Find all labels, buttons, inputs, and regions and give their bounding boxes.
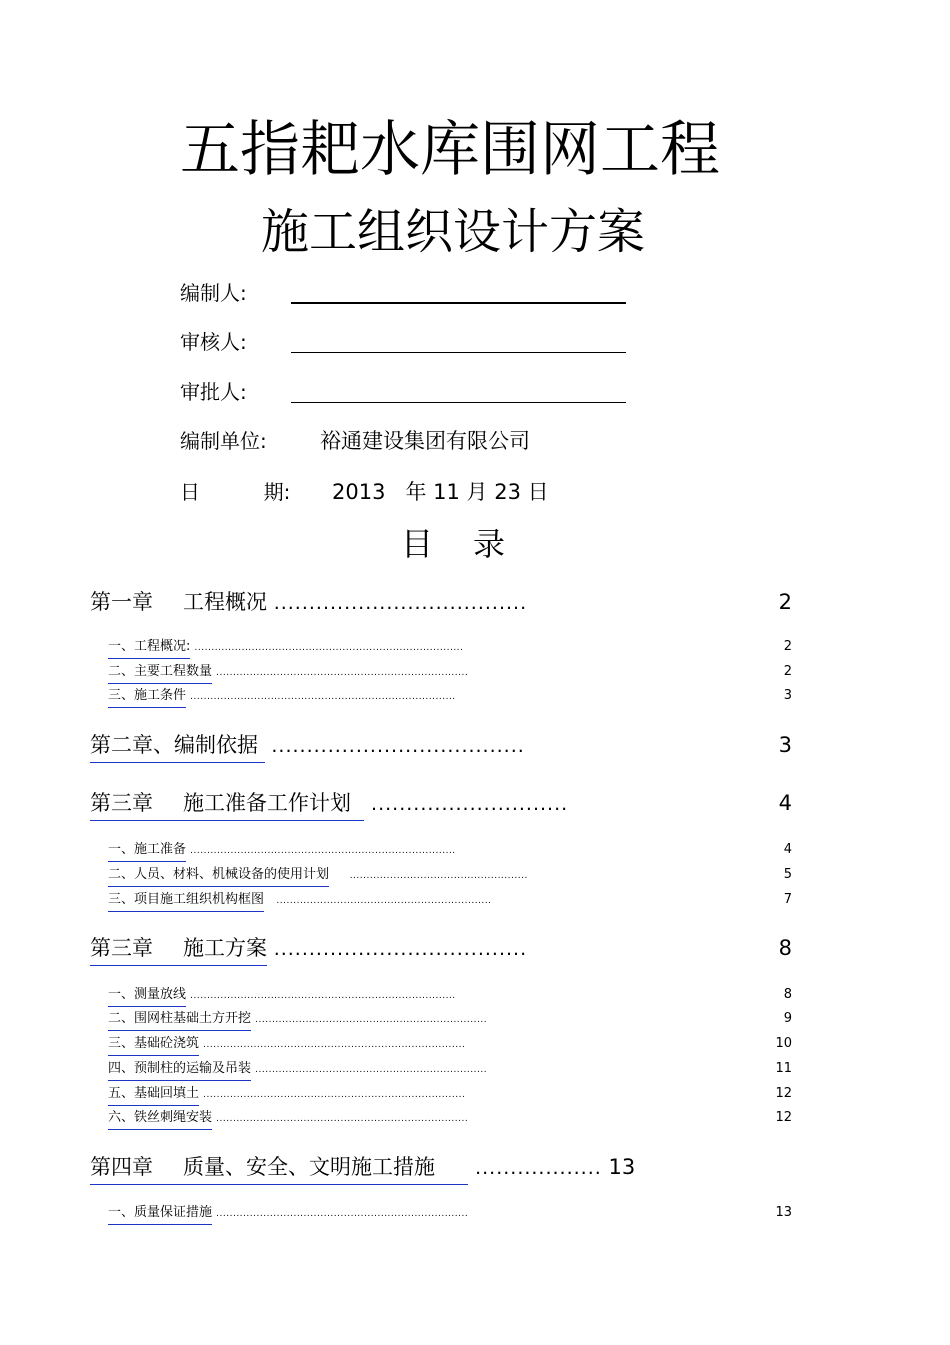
toc-section[interactable]	[108, 985, 456, 1007]
leader-dots: .....................................................................	[255, 1065, 488, 1075]
unit-label: 编制单位:	[180, 429, 267, 453]
toc-chapter-1[interactable]	[90, 587, 527, 620]
section-label: 一、质量保证措施	[108, 1203, 212, 1225]
section-label: 三、项目施工组织机构框图	[108, 890, 264, 912]
leader-dots: .....................................................................	[255, 1015, 488, 1025]
section-page-number: 11	[775, 1061, 792, 1076]
leader-dots: ...........................................................................	[216, 1209, 469, 1219]
section-page-number: 5	[783, 867, 792, 882]
approver-signature-line	[291, 402, 626, 403]
date-label: 日 期:	[180, 480, 291, 504]
leader-dots: ............................	[371, 793, 569, 815]
section-page-number: 10	[775, 1036, 792, 1051]
leader-dots: ................................................................	[276, 896, 492, 906]
chapter-label: 第一章	[90, 590, 153, 614]
toc-section[interactable]	[108, 1034, 465, 1056]
unit-value: 裕通建设集团有限公司	[320, 429, 530, 453]
section-label: 三、基础砼浇筑	[108, 1034, 199, 1056]
toc-heading: 目录	[400, 525, 545, 563]
toc-section[interactable]	[108, 840, 456, 862]
toc-section[interactable]	[108, 865, 528, 887]
section-label: 五、基础回填土	[108, 1084, 199, 1106]
section-page-number: 4	[783, 842, 792, 857]
chapter-label: 第四章	[90, 1155, 153, 1179]
leader-dots: ....................................	[273, 938, 528, 960]
section-label: 一、工程概况:	[108, 637, 190, 659]
section-label: 六、铁丝刺绳安装	[108, 1108, 212, 1130]
section-page-number: 9	[783, 1011, 792, 1026]
leader-dots: ....................................	[271, 735, 525, 757]
section-page-number: 2	[783, 639, 792, 654]
section-page-number: 12	[775, 1086, 792, 1101]
toc-section[interactable]	[108, 1108, 468, 1130]
leader-dots: ...............................................................................	[190, 991, 456, 1001]
section-page-number: 2	[783, 664, 792, 679]
section-label: 二、主要工程数量	[108, 662, 212, 684]
leader-dots: ...............................................................................	[190, 692, 456, 702]
leader-dots: ...........................................................................	[216, 1114, 469, 1124]
toc-section[interactable]	[108, 637, 463, 659]
chapter-page-number: 3	[778, 733, 792, 757]
section-label: 四、预制柱的运输及吊装	[108, 1059, 251, 1081]
section-page-number: 12	[775, 1110, 792, 1125]
section-label: 三、施工条件	[108, 686, 186, 708]
toc-chapter-2[interactable]	[90, 730, 525, 763]
compiler-signature-line	[291, 302, 626, 304]
toc-chapter-4[interactable]	[90, 933, 527, 966]
toc-section[interactable]	[108, 1009, 487, 1031]
document-subtitle: 施工组织设计方案	[260, 204, 645, 260]
section-page-number: 8	[783, 987, 792, 1002]
leader-dots: ................................................................................	[194, 643, 464, 653]
toc-section[interactable]	[108, 1059, 487, 1081]
reviewer-label: 审核人:	[180, 330, 247, 354]
leader-dots: .....................................................	[349, 871, 528, 881]
leader-dots: ..............................................................................	[203, 1090, 466, 1100]
chapter-label: 第二章、编制依据	[90, 733, 258, 757]
compiler-label: 编制人:	[180, 281, 247, 305]
chapter-page-number: 2	[778, 590, 792, 614]
section-label: 一、施工准备	[108, 840, 186, 862]
section-label: 一、测量放线	[108, 985, 186, 1007]
leader-dots: ..............................................................................	[203, 1040, 466, 1050]
section-label: 二、人员、材料、机械设备的使用计划	[108, 865, 329, 887]
chapter-page-number: 13	[608, 1155, 636, 1179]
date-value: 2013 年 11 月 23 日	[332, 480, 549, 504]
leader-dots: ....................................	[273, 592, 528, 614]
chapter-page-number: 4	[778, 791, 792, 815]
document-title: 五指耙水库围网工程	[180, 115, 720, 185]
chapter-label: 第三章	[90, 936, 153, 960]
section-page-number: 13	[775, 1205, 792, 1220]
toc-chapter-5[interactable]	[90, 1152, 635, 1185]
leader-dots: ...........................................................................	[216, 668, 469, 678]
chapter-title: 施工方案	[183, 936, 267, 960]
chapter-page-number: 8	[778, 936, 792, 960]
toc-section[interactable]	[108, 1203, 468, 1225]
section-page-number: 3	[783, 688, 792, 703]
toc-section[interactable]	[108, 662, 468, 684]
approver-label: 审批人:	[180, 380, 247, 404]
section-label: 二、围网柱基础土方开挖	[108, 1009, 251, 1031]
chapter-label: 第三章	[90, 791, 153, 815]
reviewer-signature-line	[291, 352, 626, 353]
toc-section[interactable]	[108, 686, 456, 708]
chapter-title: 质量、安全、文明施工措施	[183, 1155, 435, 1179]
leader-dots: ..................	[475, 1157, 602, 1179]
toc-section[interactable]	[108, 890, 492, 912]
leader-dots: ...............................................................................	[190, 846, 456, 856]
section-page-number: 7	[783, 892, 792, 907]
chapter-title: 施工准备工作计划	[183, 791, 351, 815]
toc-chapter-3[interactable]	[90, 788, 568, 821]
toc-section[interactable]	[108, 1084, 465, 1106]
chapter-title: 工程概况	[183, 590, 267, 614]
